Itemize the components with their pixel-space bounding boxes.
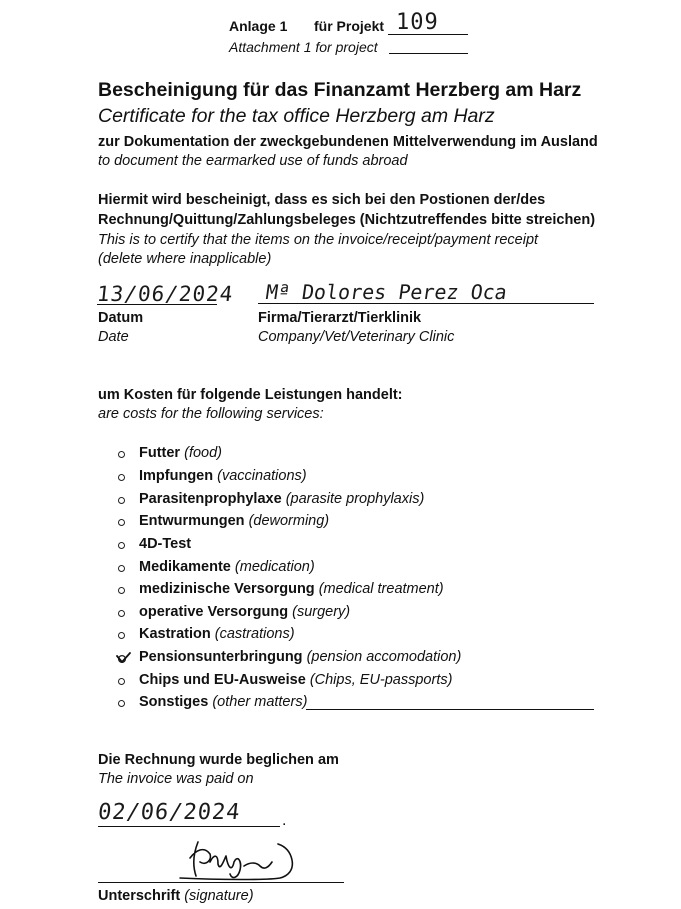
company-label-en: Company/Vet/Veterinary Clinic [258, 329, 455, 345]
company-line [258, 303, 594, 304]
service-item-checked: Pensionsunterbringung (pension accomodation) [139, 649, 462, 665]
other-matters-line[interactable] [306, 709, 594, 710]
services-intro-en: are costs for the following services: [98, 406, 324, 422]
checkbox-circle[interactable] [118, 632, 125, 639]
certify-en-line1: This is to certify that the items on the invoice/receipt/payment receipt [98, 232, 539, 248]
date-label-en: Date [98, 329, 129, 345]
company-label-de: Firma/Tierarzt/Tierklinik [258, 310, 422, 326]
service-item: Parasitenprophylaxe (parasite prophylaxis) [139, 491, 425, 507]
company-handwritten: Mª Dolores Perez Oca [264, 280, 509, 304]
subtitle-en: to document the earmarked use of funds abroad [98, 153, 408, 169]
checkbox-circle[interactable] [118, 587, 125, 594]
certify-de-line1: Hiermit wird bescheinigt, dass es sich bei den Postionen der/des [98, 192, 546, 208]
service-item: Sonstiges (other matters) [139, 694, 308, 710]
attachment-label: Attachment 1 for project [229, 39, 378, 55]
annex-label: Anlage 1 [229, 18, 288, 34]
service-item: Chips und EU-Ausweise (Chips, EU-passports) [139, 672, 453, 688]
signature-label: Unterschrift (signature) [98, 888, 254, 904]
date-label-de: Datum [98, 310, 144, 326]
project-label: für Projekt [314, 18, 385, 34]
checkbox-circle[interactable] [118, 497, 125, 504]
date-line [97, 304, 217, 305]
service-item: Futter (food) [139, 445, 223, 461]
project-number-handwritten: 109 [396, 10, 439, 35]
certify-de-line2: Rechnung/Quittung/Zahlungsbeleges (Nichtzutreffendes bitte streichen) [98, 212, 596, 228]
handwritten-signature [160, 832, 330, 884]
service-item: Medikamente (medication) [139, 559, 315, 575]
service-item: 4D-Test [139, 536, 192, 552]
checkbox-circle[interactable] [118, 700, 125, 707]
checkbox-circle[interactable] [118, 610, 125, 617]
date-handwritten: 13/06/2024 [95, 282, 235, 306]
signature-line [98, 882, 344, 883]
service-item: medizinische Versorgung (medical treatment) [139, 581, 444, 597]
payment-date-line [98, 826, 280, 827]
service-item: Kastration (castrations) [139, 626, 295, 642]
payment-date-handwritten: 02/06/2024 [96, 800, 242, 825]
payment-date-period: . [282, 812, 287, 829]
title-de: Bescheinigung für das Finanzamt Herzberg am Harz [98, 79, 582, 101]
checkmark-handwritten-icon[interactable] [114, 650, 134, 666]
checkbox-circle[interactable] [118, 565, 125, 572]
title-en: Certificate for the tax office Herzberg am Harz [98, 105, 495, 127]
payment-label-en: The invoice was paid on [98, 771, 254, 787]
subtitle-de: zur Dokumentation der zweckgebundenen Mittelverwendung im Ausland [98, 134, 598, 150]
service-item: Impfungen (vaccinations) [139, 468, 307, 484]
checkbox-circle[interactable] [118, 451, 125, 458]
project-number-line [388, 34, 468, 35]
checkbox-circle[interactable] [118, 474, 125, 481]
service-item: operative Versorgung (surgery) [139, 604, 351, 620]
checkbox-circle[interactable] [118, 542, 125, 549]
payment-label-de: Die Rechnung wurde beglichen am [98, 752, 339, 768]
attachment-project-line [389, 53, 468, 54]
services-intro-de: um Kosten für folgende Leistungen handelt: [98, 387, 403, 403]
certify-en-line2: (delete where inapplicable) [98, 251, 272, 267]
service-item: Entwurmungen (deworming) [139, 513, 330, 529]
checkbox-circle[interactable] [118, 678, 125, 685]
checkbox-circle[interactable] [118, 519, 125, 526]
